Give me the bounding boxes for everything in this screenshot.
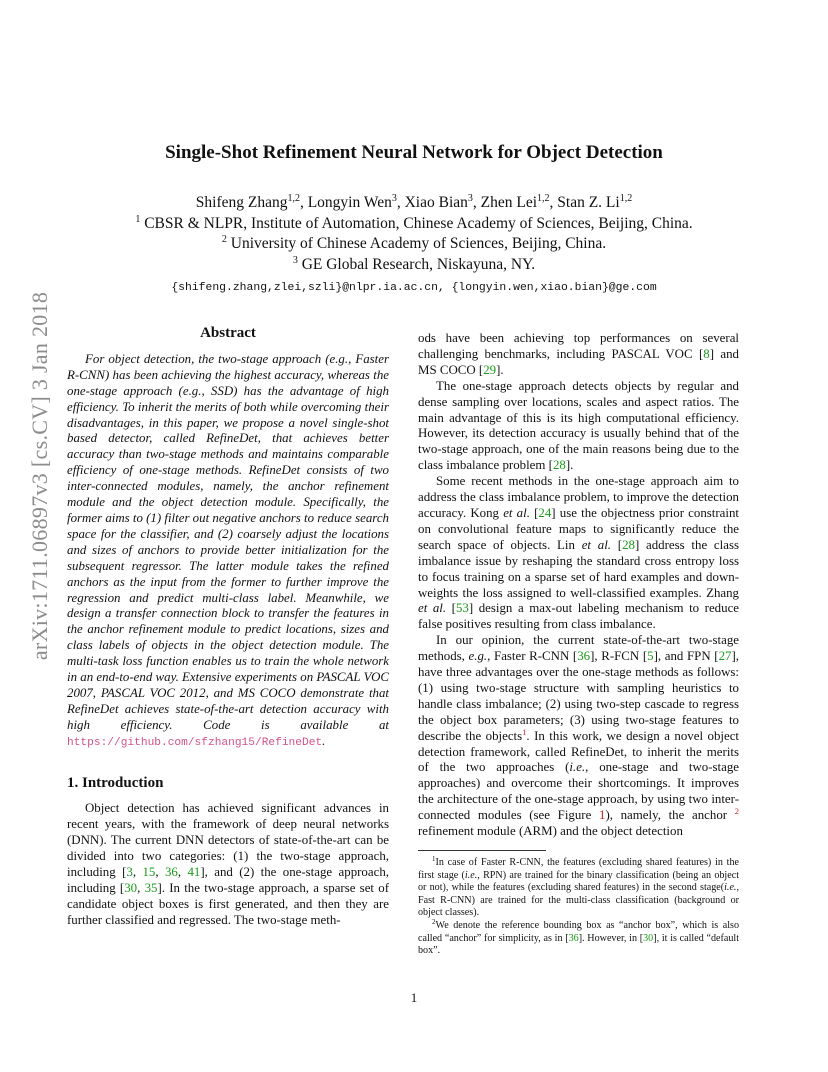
left-column <box>67 326 389 929</box>
author-names: Shifeng Zhang$^{1,2}$, Longyin Wen$^3$, Xiao Bian$^3$, Zhen Lei$^{1,2}$, Stan Z. Li$^{1,2}$ <box>195 193 633 211</box>
abstract-heading: Abstract <box>200 325 256 341</box>
footnote-rule <box>418 850 546 851</box>
intro-paragraph-1-continued: ods have been achieving top performances on several challenging benchmarks, including PASCAL VOC [8] and MS COCO [29]. <box>418 331 739 377</box>
right-column <box>418 331 739 958</box>
affiliation-3: $^3$ GE Global Research, Niskayuna, NY. <box>292 254 536 273</box>
author-name: Stan Z. Li$^{1,2}$ <box>557 193 633 211</box>
intro-paragraph-2: The one-stage approach detects objects by regular and dense sampling over locations, scales and aspect ratios. The main advantage of this is its high computational efficiency. However, its detection accuracy is usually behind that of the two-stage approach, one of the main reasons being due to the class imbalance problem [28]. <box>418 378 739 473</box>
author-name: Zhen Lei$^{1,2}$ <box>480 193 550 211</box>
affiliation-2: $^2$ University of Chinese Academy of Sciences, Beijing, China. <box>221 234 607 252</box>
code-link[interactable]: https://github.com/sfzhang15/RefineDet <box>67 736 323 749</box>
author-name: Xiao Bian$^3$ <box>404 193 473 211</box>
page-number: 1 <box>410 990 418 1005</box>
paper-title: Single-Shot Refinement Neural Network for Object Detection <box>165 142 663 163</box>
affiliation-1: $^1$ CBSR & NLPR, Institute of Automation, Chinese Academy of Sciences, Beijing, China. <box>135 213 693 232</box>
abstract-text: For object detection, the two-stage approach (e.g., Faster R-CNN) has been achieving the highest accuracy, whereas the one-stage approach (e.g., SSD) has the advantage of high efficiency. To inherit the merits of both while overcoming their disadvantages, in this paper, we propose a novel single-shot based detector, called RefineDet, that achieves better accuracy than two-stage methods and maintains comparable efficiency of one-stage methods. RefineDet consists of two inter-connected modules, namely, the anchor refinement module and the object detection module. Specifically, the former aims to (1) filter out negative anchors to reduce search space for the classifier, and (2) coarsely adjust the locations and sizes of anchors to provide better initialization for the subsequent regressor. The latter module takes the refined anchors as the input from the former to further improve the regression and predict multi-class label. Meanwhile, we design a transfer connection block to transfer the features in the anchor refinement module to predict locations, sizes and class labels of objects in the object detection module. The multi-task loss function enables us to train the whole network in an end-to-end way. Extensive experiments on PASCAL VOC 2007, PASCAL VOC 2012, and MS COCO demonstrate that RefineDet achieves state-of-the-art detection accuracy with high efficiency. Code is available at https://github.com/sfzhang15/RefineDet. <box>67 351 389 749</box>
author-name: Shifeng Zhang$^{1,2}$ <box>195 193 300 211</box>
author-name: Longyin Wen$^3$ <box>307 193 397 211</box>
section-heading-introduction: 1. Introduction <box>67 774 164 791</box>
footnote-2: $^2$We denote the reference bounding box as “anchor box”, which is also called “anchor” for simplicity, as in [36]. However, in [30], it is called “default box”. <box>418 917 740 957</box>
intro-paragraph-3: Some recent methods in the one-stage approach aim to address the class imbalance problem, to improve the detection accuracy. Kong et al. [24] use the objectness prior constraint on convolutional feature maps to significantly reduce the search space of objects. Lin et al. [28] address the class imbalance issue by reshaping the standard cross entropy loss to focus training on a sparse set of hard examples and down-weights the loss assigned to well-classified examples. Zhang et al. [53] design a max-out labeling mechanism to reduce false positives resulting from class imbalance. <box>418 474 740 632</box>
arxiv-sidebar <box>20 291 60 661</box>
author-block <box>0 193 828 299</box>
footnote-1: $^1$In case of Faster R-CNN, the features (excluding shared features) in the first stage (i.e., RPN) are trained for the binary classification (being an object or not), while the features (excluding shared features) in the second stage(i.e., Fast R-CNN) are trained for the multi-class classification (background or object classes). <box>418 855 739 919</box>
intro-paragraph-1: Object detection has achieved significant advances in recent years, with the framework of deep neural networks (DNN). The current DNN detectors of state-of-the-art can be divided into two categories: (1) the two-stage approach, including [3, 15, 36, 41], and (2) the one-stage approach, including [30, 35]. In the two-stage approach, a sparse set of candidate object boxes is first generated, and then they are further classified and regressed. The two-stage meth- <box>67 801 389 927</box>
intro-paragraph-4: In our opinion, the current state-of-the-art two-stage methods, e.g., Faster R-CNN [36], R-FCN [5], and FPN [27], have three advantages over the one-stage methods as follows: (1) using two-stage structure with sampling heuristics to handle class imbalance; (2) using two-step cascade to regress the object box parameters; (3) using two-stage features to describe the objects$^1$. In this work, we design a novel object detection framework, called RefineDet, to inherit the merits of the two approaches (i.e., one-stage and two-stage approaches) and overcome their shortcomings. It improves the architecture of the one-stage approach, by using two inter-connected modules (see Figure 1), namely, the anchor $^2$ refinement module (ARM) and the object detection <box>418 633 740 839</box>
arxiv-identifier: arXiv:1711.06897v3 [cs.CV] 3 Jan 2018 <box>27 291 52 661</box>
author-emails: {shifeng.zhang,zlei,szli}@nlpr.ia.ac.cn, {longyin.wen,xiao.bian}@ge.com <box>171 282 657 294</box>
